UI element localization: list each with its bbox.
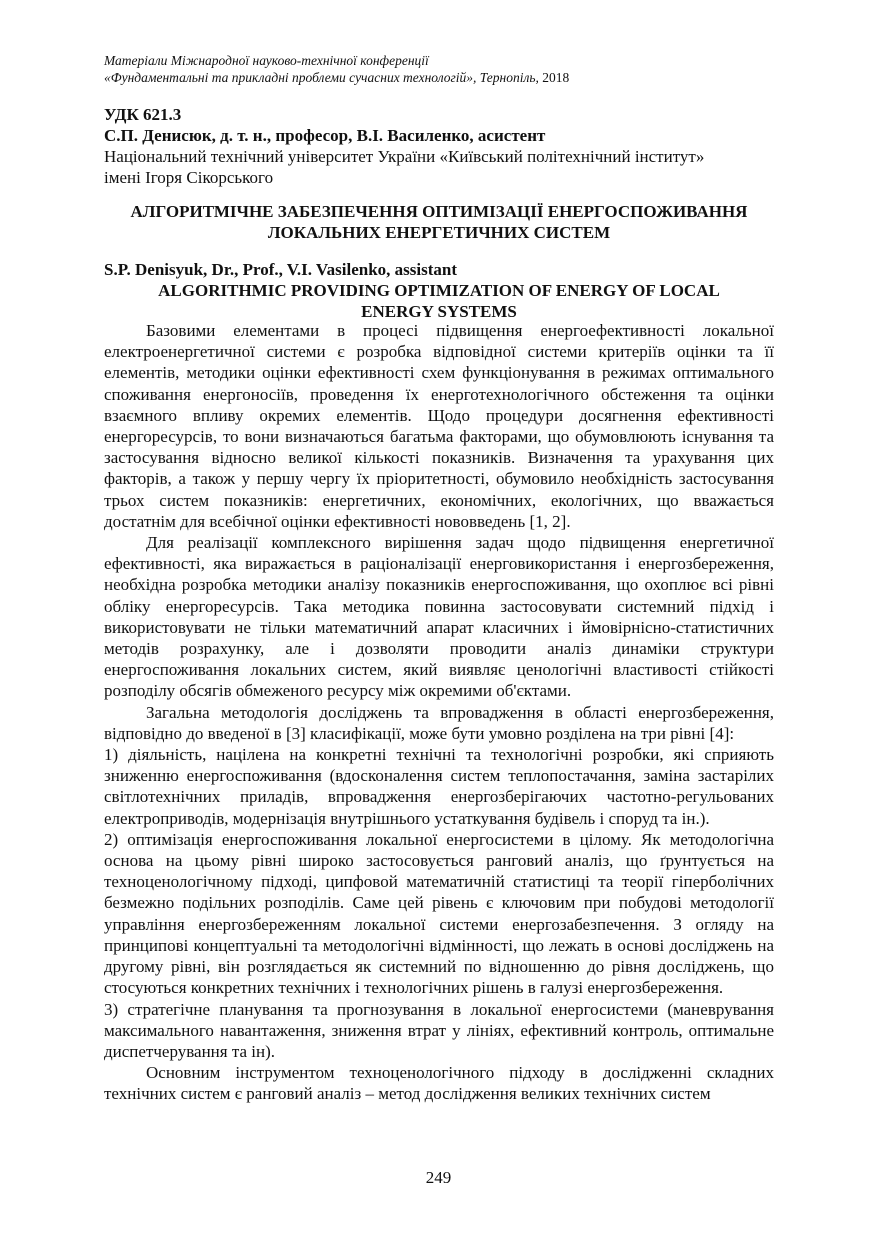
- paper-title-ua-line1: АЛГОРИТМІЧНЕ ЗАБЕЗПЕЧЕННЯ ОПТИМІЗАЦІЇ ЕНЕРГОСПОЖИВАННЯ: [130, 202, 748, 221]
- list-item-3: 3) стратегічне планування та прогнозування в локальної енергосистеми (маневрування максимального навантаження, зниження втрат у лініях, ефективний контроль, оптимальне диспетчерування та ін).: [104, 999, 774, 1061]
- paragraph-4: Основним інструментом техноценологічного підходу в дослідженні складних технічних систем є ранговий аналіз – метод дослідження великих технічних систем: [104, 1063, 774, 1104]
- conference-header-line1: Матеріали Міжнародної науково-технічної конференції: [104, 53, 429, 68]
- paragraph-1: Базовими елементами в процесі підвищення енергоефективності локальної електроенергетичної системи є розробка відповідної системи критеріїв оцінки та її елементів, методики оцінки ефективності схем функціонування в режимах оптимального споживання енергоносіїв, проведення їх енерготехнологічного обстеження та оцінки взаємного впливу окремих елементів. Щодо процедури досягнення ефективності енергоресурсів, то вони визначаються багатьма факторами, що обумовлюють існування та застосування відносно великої кількості показників. Визначення та урахування цих факторів, а також у першу чергу їх пріоритетності, обумовило необхідність застосування трьох систем показників: енергетичних, економічних, екологічних, що вважається достатнім для всебічної оцінки ефективності нововведень [1, 2].: [104, 321, 774, 531]
- authors-en: S.P. Denisyuk, Dr., Prof., V.I. Vasilenko, assistant: [104, 260, 458, 279]
- page-number: 249: [425, 1168, 452, 1187]
- affiliation: [104, 146, 784, 188]
- paper-title-ua-line2: ЛОКАЛЬНИХ ЕНЕРГЕТИЧНИХ СИСТЕМ: [267, 223, 611, 242]
- affiliation-line2: імені Ігоря Сікорського: [104, 168, 274, 187]
- udc-code: УДК 621.3: [104, 105, 182, 124]
- conference-header: [104, 52, 784, 86]
- paragraph-2: Для реалізації комплексного вирішення задач щодо підвищення енергетичної ефективності, яка виражається в раціоналізації енерговикористання і енергозбереження, необхідна розробка методики аналізу показників енергоспоживання, що охоплює всі рівні обліку енергоресурсів. Така методика повинна застосовувати системний підхід і використовувати не тільки математичний апарат класичних і ймовірнісно-статистичних методів розрахунку, але і дозволяти проводити аналіз динаміки структури енергоспоживання локальних систем, який виявляє ценологічні властивості стійкості розподілу обсягів обмеженого ресурсу між окремими об'єктами.: [104, 533, 774, 701]
- paper-title-en-line1: ALGORITHMIC PROVIDING OPTIMIZATION OF ENERGY OF LOCAL: [158, 281, 720, 300]
- conference-year: 2018: [542, 70, 570, 85]
- list-item-2: 2) оптимізація енергоспоживання локальної енергосистеми в цілому. Як методологічна основа на цьому рівні широко застосовується ранговий аналіз, що ґрунтується на техноценологічному підході, ципфовой математичній статистиці та теорії гіперболічних безмежно подільних розподілів. Саме цей рівень є ключовим при побудові методології управління енергозбереженням локальної системи енергозабезпечення. З огляду на принципові концептуальні та методологічні відмінності, що лежать в основі досліджень на другому рівні, він розглядається як системний по відношенню до рівня досліджень, що стосуються конкретних технічних і технологічних рішень в галузі енергозбереження.: [104, 829, 774, 998]
- paper-title-ua: [104, 201, 774, 243]
- paper-title-en: [104, 280, 774, 322]
- authors-ua: С.П. Денисюк, д. т. н., професор, В.І. Василенко, асистент: [104, 126, 546, 145]
- list-item-1: 1) діяльність, націлена на конкретні технічні та технологічні розробки, які сприяють зниженню енергоспоживання (вдосконалення систем теплопостачання, заміна застарілих світлотехнічних приладів, впровадження енергозберігаючих частотно-регульованих електроприводів, модернізація внутрішнього устаткування будівель і споруд та ін.).: [104, 745, 774, 828]
- conference-header-line2: «Фундаментальні та прикладні проблеми сучасних технологій», Тернопіль, 2018: [104, 70, 570, 85]
- affiliation-line1: Національний технічний університет України «Київський політехнічний інститут»: [104, 147, 705, 166]
- body-text: [104, 320, 774, 1105]
- paragraph-3: Загальна методологія досліджень та впровадження в області енергозбереження, відповідно до введеної в [3] класифікації, може бути умовно розділена на три рівні [4]:: [104, 702, 774, 743]
- paper-title-en-line2: ENERGY SYSTEMS: [361, 302, 517, 321]
